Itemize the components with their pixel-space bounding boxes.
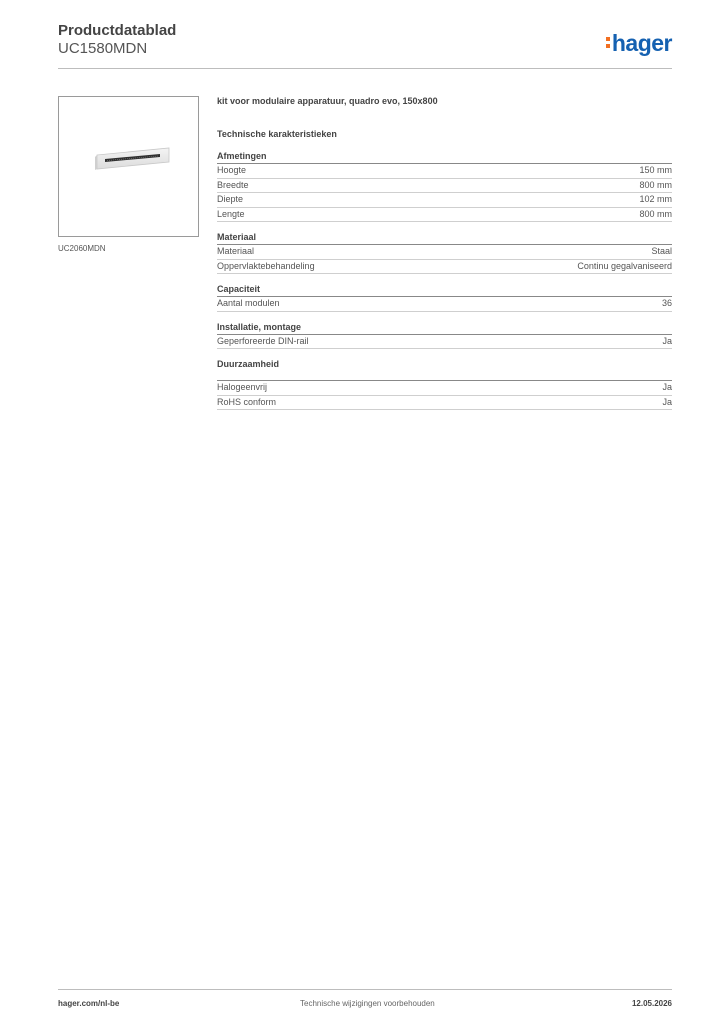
product-specs: [217, 96, 672, 410]
spec-value: 800 mm: [639, 208, 672, 219]
spec-row: [217, 381, 672, 396]
spec-label: RoHS conform: [217, 396, 277, 407]
spec-row: [217, 297, 672, 312]
spec-value: Ja: [662, 396, 672, 407]
spec-row: [217, 193, 672, 208]
spec-label: Breedte: [217, 179, 249, 190]
product-code: UC1580MDN: [58, 40, 148, 57]
footer-divider: [58, 989, 672, 990]
section-title: Duurzaamheid: [217, 359, 280, 369]
spec-label: Lengte: [217, 208, 245, 219]
spec-row: [217, 396, 672, 411]
header-divider: [58, 68, 672, 69]
spec-value: Staal: [651, 246, 672, 256]
hager-logo: [606, 30, 672, 57]
spec-value: Continu gegalvaniseerd: [577, 260, 672, 271]
spec-row: [217, 335, 672, 350]
spec-section-installatie: [217, 321, 672, 350]
spec-label: Hoogte: [217, 165, 247, 175]
spec-value: Ja: [662, 382, 672, 392]
product-image: [59, 97, 198, 236]
product-description: kit voor modulaire apparatuur, quadro evo, 150x800: [217, 96, 438, 106]
section-title: Afmetingen: [217, 150, 672, 164]
spec-section-materiaal: [217, 231, 672, 274]
technical-heading: Technische karakteristieken: [217, 129, 337, 139]
footer-website-link[interactable]: hager.com/nl-be: [58, 999, 120, 1008]
page-title: Productdatablad: [58, 22, 177, 39]
spec-label: Geperforeerde DIN-rail: [217, 335, 309, 346]
spec-row: [217, 164, 672, 179]
spec-row: [217, 260, 672, 275]
spec-row: [217, 245, 672, 260]
spec-section-duurzaamheid: [217, 358, 672, 410]
spec-label: Halogeenvrij: [217, 382, 268, 392]
spec-row: [217, 179, 672, 194]
footer-date: 12.05.2026: [631, 999, 672, 1008]
spec-value: 150 mm: [639, 165, 672, 175]
section-spacer: [217, 371, 672, 381]
logo-dots-icon: [606, 30, 611, 48]
logo-text: hager: [611, 30, 672, 56]
spec-section-capaciteit: [217, 283, 672, 312]
image-caption: UC2060MDN: [58, 244, 106, 253]
spec-value: Ja: [662, 335, 672, 346]
spec-label: Diepte: [217, 194, 244, 204]
footer-notice: Technische wijzigingen voorbehouden: [300, 999, 435, 1008]
spec-value: 800 mm: [639, 179, 672, 190]
section-title: Capaciteit: [217, 283, 672, 297]
spec-section-afmetingen: [217, 150, 672, 222]
spec-value: 102 mm: [639, 194, 672, 204]
section-title: Installatie, montage: [217, 321, 672, 335]
section-title: Materiaal: [217, 231, 672, 245]
spec-label: Oppervlaktebehandeling: [217, 260, 315, 271]
spec-value: 36: [661, 298, 672, 308]
spec-row: [217, 208, 672, 223]
product-image-frame: [58, 96, 199, 237]
spec-label: Aantal modulen: [217, 298, 280, 308]
spec-label: Materiaal: [217, 246, 255, 256]
